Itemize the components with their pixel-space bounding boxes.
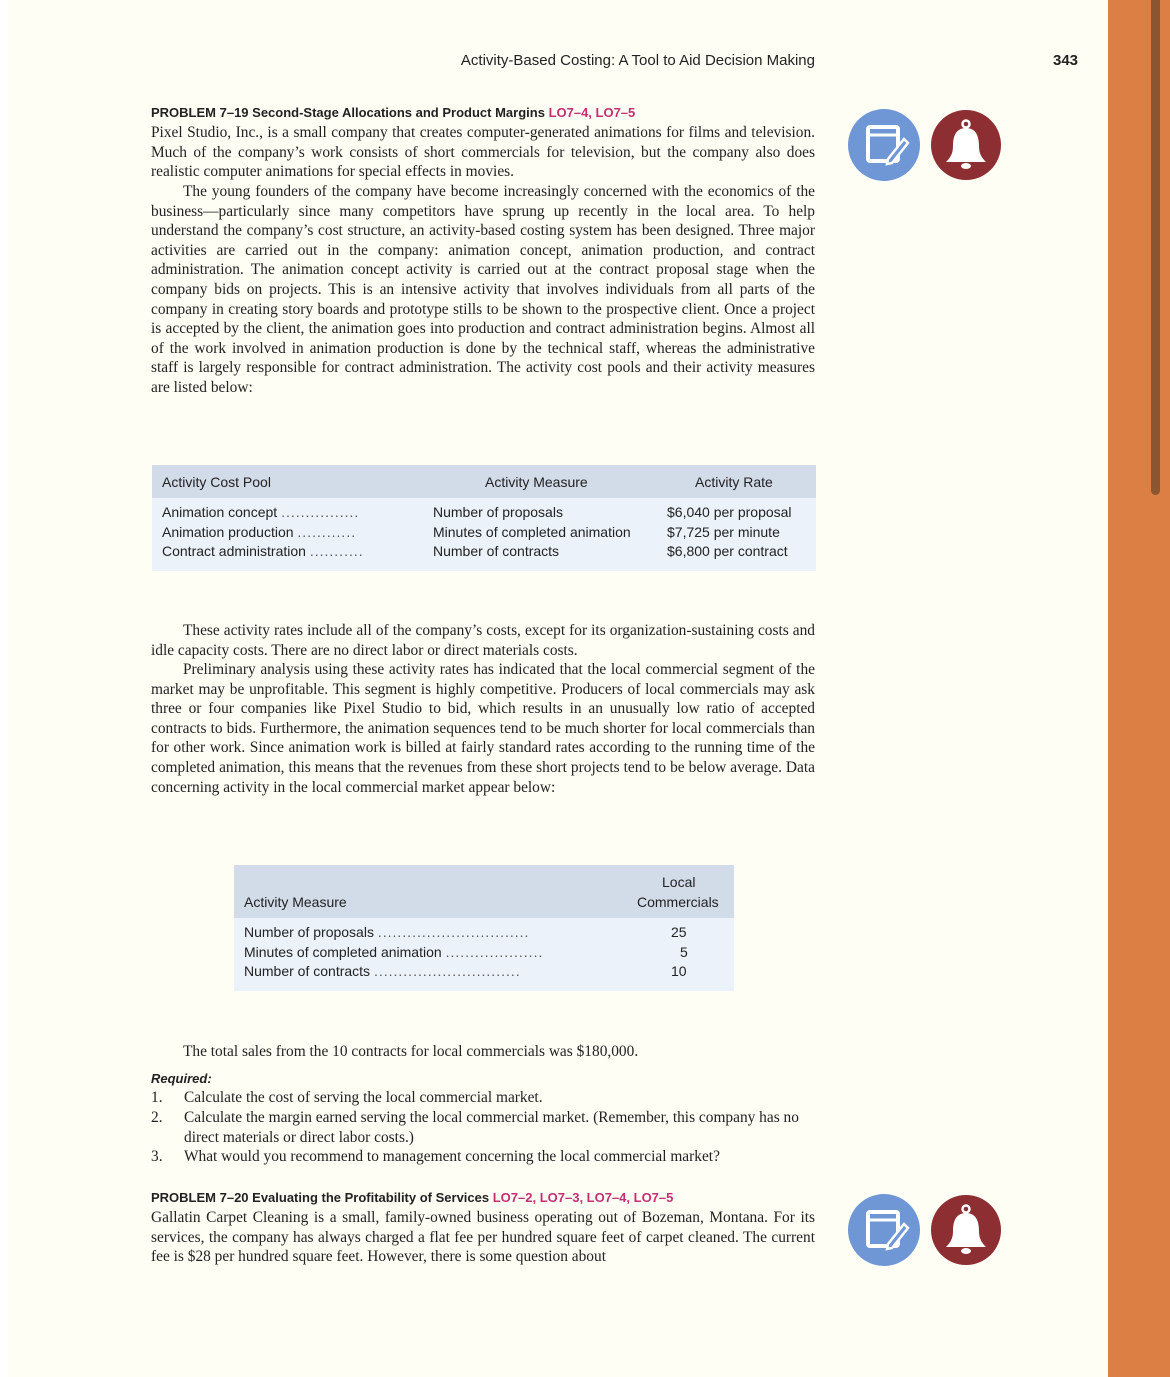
problem-19-title: PROBLEM 7–19 Second-Stage Allocations and Product Margins — [151, 105, 545, 120]
required-item: 1. Calculate the cost of serving the local commercial market. — [151, 1089, 543, 1106]
local-commercials-table — [234, 865, 734, 991]
column-header-commercials: Commercials — [637, 894, 719, 910]
problem-19-heading — [151, 105, 635, 120]
problem-19-paragraph-4: Preliminary analysis using these activity rates has indicated that the local commercial segment of the market may be unprofitable. This segment is highly competitive. Producers of local commercials may ask three or four companies like Pixel Studio to bid, which results in an unusually low ratio of accepted contracts to bids. Furthermore, the animation sequences tend to be much shorter for local commercials than for other work. Since animation work is billed at fairly standard rates according to the running time of the completed animation, this means that the revenues from these short projects tend to be below average. Data concerning activity in the local commercial market appear below: — [151, 661, 815, 796]
alert-bell-icon[interactable] — [931, 110, 1001, 180]
required-label: Required: — [151, 1071, 212, 1086]
table-row: Animation production ............ — [162, 524, 357, 540]
column-header-cost-pool: Activity Cost Pool — [162, 474, 271, 490]
problem-20-learning-objectives[interactable]: LO7–2, LO7–3, LO7–4, LO7–5 — [492, 1190, 674, 1205]
problem-19-paragraph-5: The total sales from the 10 contracts for local commercials was $180,000. — [183, 1043, 639, 1060]
edit-notebook-icon[interactable] — [848, 1194, 920, 1266]
page-number: 343 — [1053, 52, 1079, 69]
table-row: Animation concept ................ — [162, 504, 360, 520]
column-header-activity-measure: Activity Measure — [244, 894, 347, 910]
edit-notebook-icon[interactable] — [848, 109, 920, 181]
required-item: 3. What would you recommend to management concerning the local commercial market? — [151, 1148, 720, 1165]
problem-19-learning-objectives[interactable]: LO7–4, LO7–5 — [548, 105, 636, 120]
activity-rates-table — [152, 465, 816, 571]
table-row: Minutes of completed animation .................... — [244, 944, 544, 960]
problem-19-paragraph-3: These activity rates include all of the company’s costs, except for its organization-sustaining costs and idle capacity costs. There are no direct labor or direct materials costs. — [151, 622, 815, 659]
page-edge-bar — [1108, 0, 1170, 1377]
table-cell-rate: $6,040 per proposal — [667, 504, 792, 520]
table-cell-measure: Minutes of completed animation — [433, 524, 631, 540]
table-cell-value: 10 — [671, 963, 687, 979]
column-header-local: Local — [662, 874, 696, 890]
table-cell-value: 5 — [680, 944, 688, 960]
alert-bell-icon[interactable] — [931, 1195, 1001, 1265]
problem-20-title: PROBLEM 7–20 Evaluating the Profitability of Services — [151, 1190, 490, 1205]
table-row: Number of proposals ............................... — [244, 924, 530, 940]
problem-19-paragraph-2: The young founders of the company have become increasingly concerned with the economics of the business—particularly since many competitors have sprung up recently in the local area. To help understand the company’s cost structure, an activity-based costing system has been designed. Three major activities are carried out in the company: animation concept, animation production, and contract administration. The animation concept activity is carried out at the contract proposal stage when the company bids on projects. This is an intensive activity that involves individuals from all parts of the company in creating story boards and prototype stills to be shown to the prospective client. Once a project is accepted by the client, the animation goes into production and contract administration begins. Almost all of the work involved in animation production is done by the technical staff, whereas the administrative staff is largely responsible for contract administration. The activity cost pools and their activity measures are listed below: — [151, 183, 815, 396]
table-row: Contract administration ........... — [162, 543, 364, 559]
table-row: Number of contracts .............................. — [244, 963, 521, 979]
problem-20-heading — [151, 1190, 673, 1205]
table-cell-value: 25 — [671, 924, 687, 940]
problem-20-paragraph-1: Gallatin Carpet Cleaning is a small, family-owned business operating out of Bozeman, Montana. For its services, the company has always charged a flat fee per hundred square feet of carpet cleaned. The current fee is $28 per hundred square feet. However, there is some question about — [151, 1209, 815, 1266]
table-cell-measure: Number of proposals — [433, 504, 563, 520]
required-item: 2. Calculate the margin earned serving the local commercial market. (Remember, this company has no direct materials or direct labor costs.) — [151, 1109, 799, 1146]
column-header-activity-rate: Activity Rate — [695, 474, 773, 490]
scrollbar-thumb[interactable] — [1151, 0, 1160, 495]
table-cell-measure: Number of contracts — [433, 543, 560, 559]
running-header-title: Activity-Based Costing: A Tool to Aid Decision Making — [460, 52, 815, 69]
problem-19-paragraph-1: Pixel Studio, Inc., is a small company that creates computer-generated animations for films and television. Much of the company’s work consists of short commercials for television, but the company also does realistic computer animations for special effects in movies. — [151, 124, 815, 181]
table-cell-rate: $7,725 per minute — [667, 524, 780, 540]
column-header-activity-measure: Activity Measure — [485, 474, 588, 490]
table-cell-rate: $6,800 per contract — [667, 543, 788, 559]
